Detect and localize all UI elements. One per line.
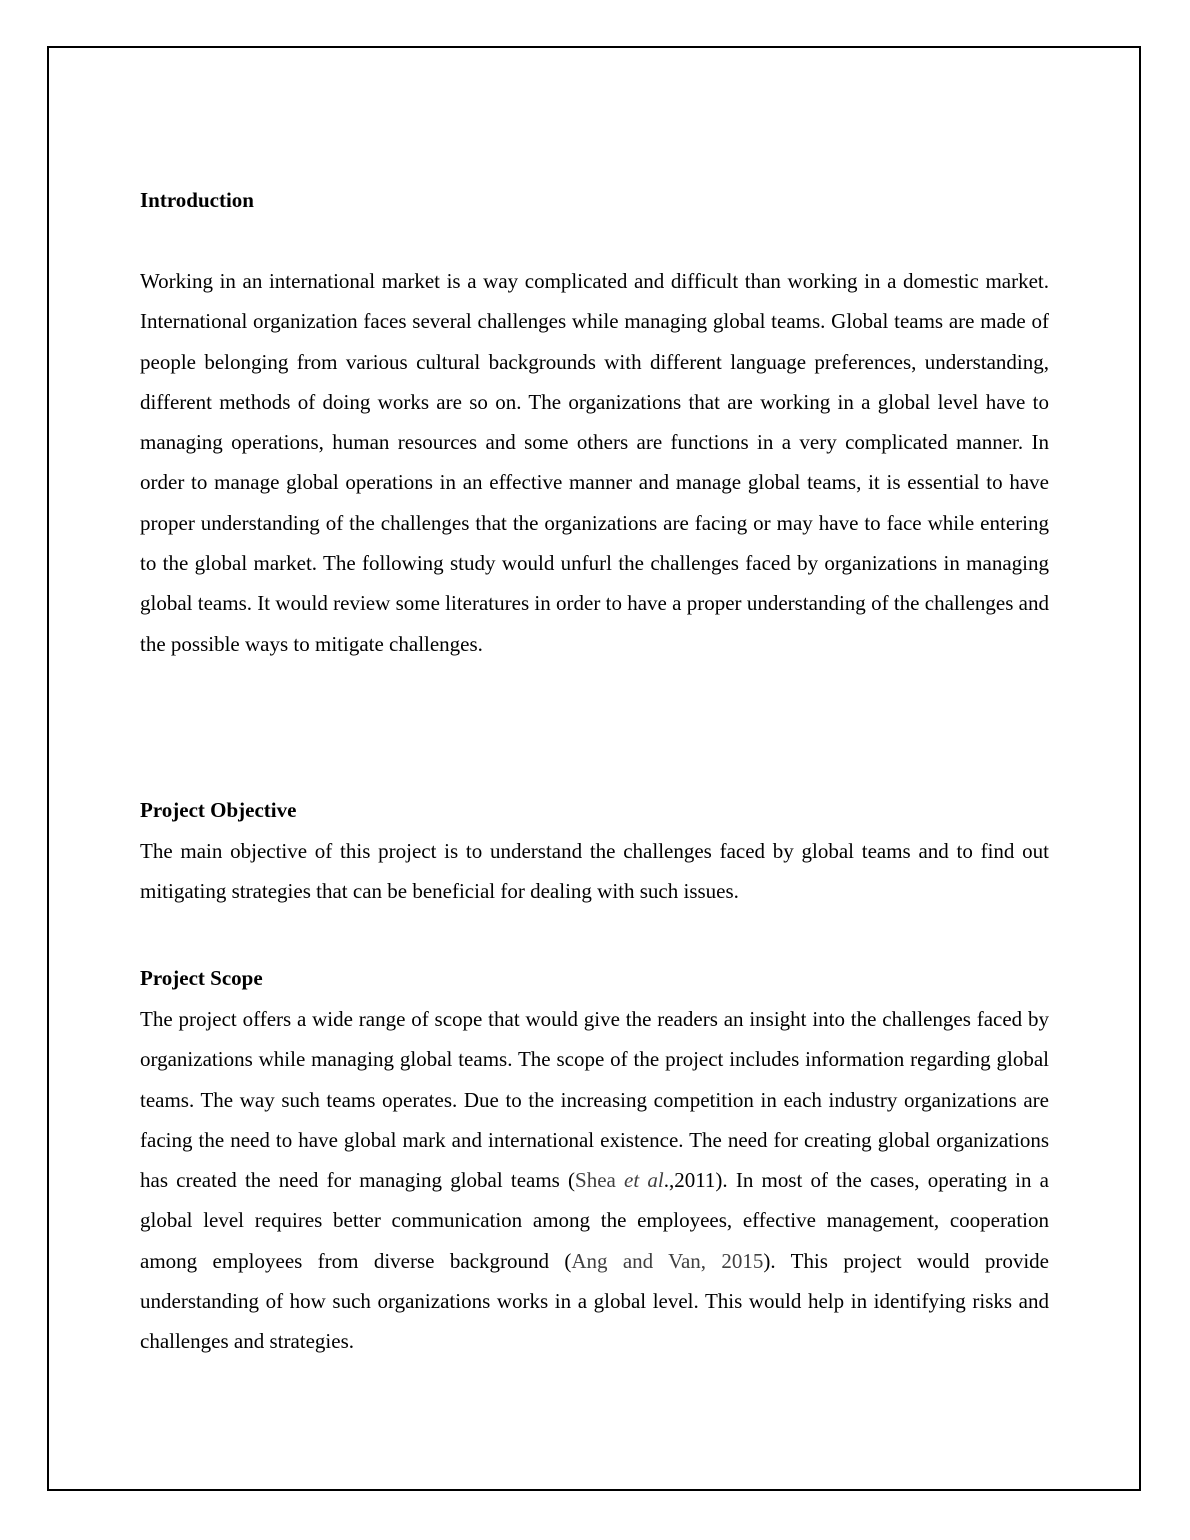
- scope-heading: Project Scope: [140, 966, 263, 990]
- citation-shea-author: Shea: [575, 1168, 625, 1193]
- citation-ang-van: Ang and Van, 2015: [571, 1248, 764, 1273]
- citation-shea-rest: .,2011: [663, 1168, 716, 1193]
- scope-paragraph: [140, 999, 1049, 1362]
- citation-shea-etal: et al: [624, 1168, 664, 1193]
- objective-paragraph: The main objective of this project is to understand the challenges faced by global teams and to find out mitigating strategies that can be beneficial for dealing with such issues.: [140, 839, 1049, 904]
- citation-shea: [575, 1168, 664, 1192]
- introduction-heading: Introduction: [140, 188, 254, 212]
- introduction-paragraph: Working in an international market is a way complicated and difficult than working in a domestic market. International organization faces several challenges while managing global teams. Global teams are made of people belonging from various cultural backgrounds with different language preferences, understanding, different methods of doing works are so on. The organizations that are working in a global level have to managing operations, human resources and some others are functions in a very complicated manner. In order to manage global operations in an effective manner and manage global teams, it is essential to have proper understanding of the challenges that the organizations are facing or may have to face while entering to the global market. The following study would unfurl the challenges faced by organizations in managing global teams. It would review some literatures in order to have a proper understanding of the challenges and the possible ways to mitigate challenges.: [140, 269, 1049, 656]
- scope-text-part-1: The project offers a wide range of scope that would give the readers an insight into the challenges faced by organizations while managing global teams. The scope of the project includes information regarding global teams. The way such teams operates. Due to the increasing competition in each industry organizations are facing the need to have global mark and international existence. The need for creating global organizations has created the need for managing global teams (: [140, 1007, 1049, 1193]
- objective-heading: Project Objective: [140, 798, 297, 822]
- scope-text-part-3: ). This project would provide understanding of how such organizations works in a global level. This would help in identifying risks and challenges and strategies.: [140, 1248, 1049, 1354]
- scope-text-part-2: ). In most of the cases, operating in a global level requires better communication among the employees, effective management, cooperation among employees from diverse background (: [140, 1168, 1050, 1273]
